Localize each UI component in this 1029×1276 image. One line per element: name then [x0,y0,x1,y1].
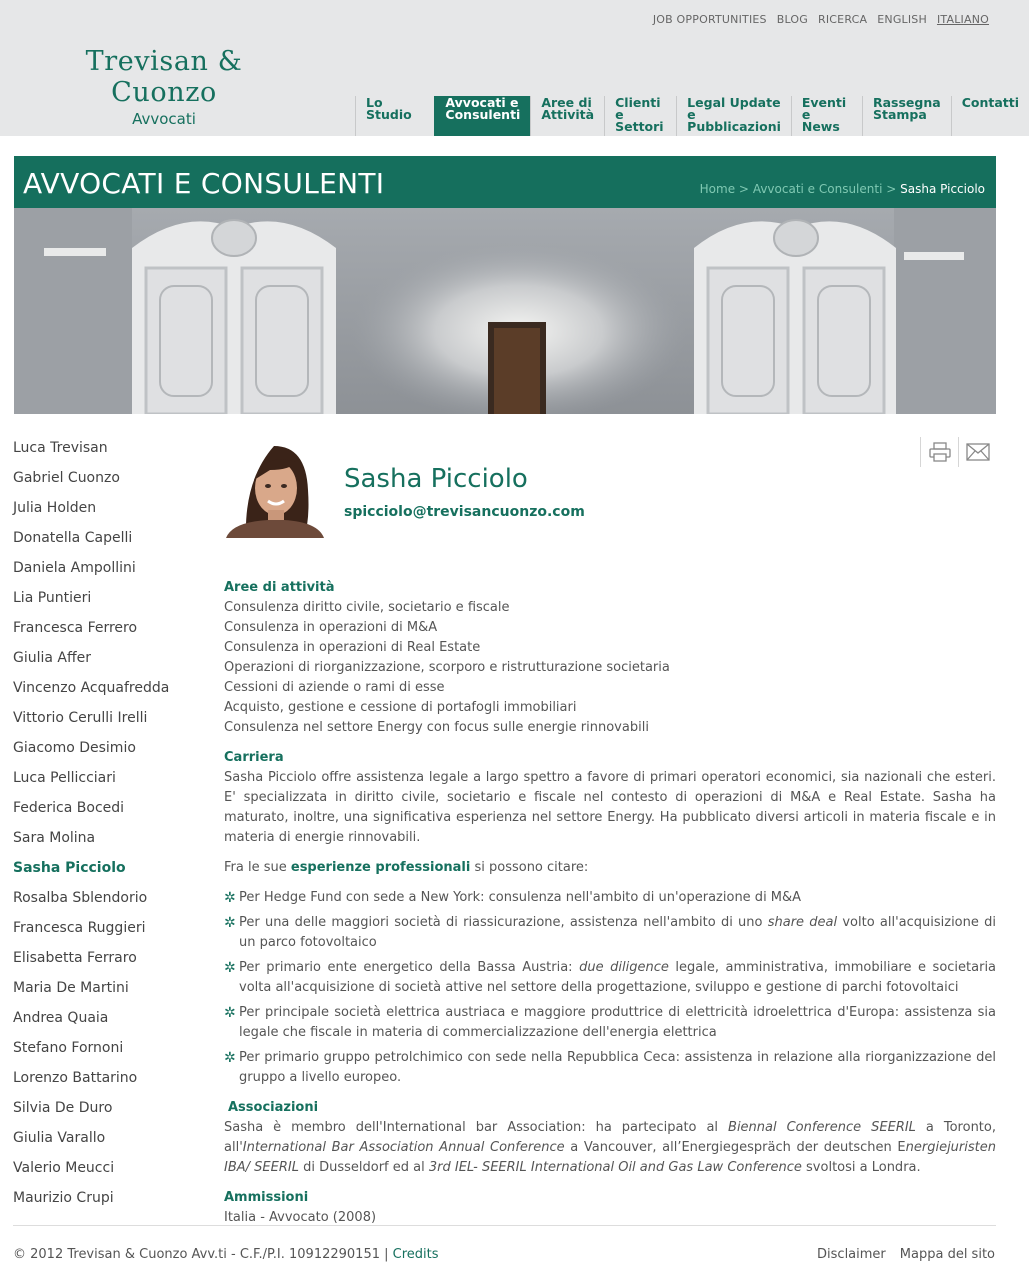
top-link-italiano[interactable]: ITALIANO [936,13,989,26]
esperienza-item [224,913,996,953]
sidebar-item[interactable]: Maria De Martini [13,980,129,996]
asterisk-bullet-icon: ✲ [224,1005,236,1021]
header-banner-image [14,208,996,414]
footer-copyright [13,1247,439,1262]
esperienza-italic: share deal [767,915,838,930]
esperienze-highlight: esperienze professionali [290,860,471,875]
section-title-ammissioni: Ammissioni [224,1190,309,1205]
logo-subtitle: Avvocati [132,110,196,128]
aree-item: Operazioni di riorganizzazione, scorporo e ristrutturazione societaria [224,660,670,675]
sidebar-item[interactable]: Francesca Ferrero [13,620,138,636]
footer-links [817,1247,995,1262]
asterisk-bullet-icon: ✲ [224,915,236,931]
email-button[interactable] [958,437,996,467]
esperienza-text: Per primario ente energetico della Bassa Austria: [239,960,573,975]
esperienze-intro [224,858,996,878]
print-icon [929,442,951,462]
top-link-english[interactable]: ENGLISH [877,13,927,26]
esperienza-text: Per Hedge Fund con sede a New York: consulenza nell'ambito di un'operazione di M&A [239,890,802,905]
sidebar-item[interactable]: Luca Pellicciari [13,770,116,786]
esperienza-italic: due diligence [579,960,669,975]
person-email-link[interactable]: spicciolo@trevisancuonzo.com [344,504,585,520]
nav-legal-update[interactable]: Legal Update e Pubblicazioni [676,96,791,136]
sidebar-item[interactable]: Maurizio Crupi [13,1190,114,1206]
sidebar-item[interactable]: Sara Molina [13,830,96,846]
aree-item: Acquisto, gestione e cessione di portafogli immobiliari [224,700,577,715]
section-title-aree: Aree di attività [224,580,335,595]
asterisk-bullet-icon: ✲ [224,960,236,976]
sidebar-item[interactable]: Giulia Affer [13,650,92,666]
aree-item: Consulenza diritto civile, societario e fiscale [224,600,510,615]
sidebar-item[interactable]: Francesca Ruggieri [13,920,146,936]
sidebar-item[interactable]: Elisabetta Ferraro [13,950,137,966]
aree-item: Cessioni di aziende o rami di esse [224,680,445,695]
top-link-ricerca[interactable]: RICERCA [818,13,868,26]
mail-icon [966,443,990,461]
sidebar-item[interactable]: Giulia Varallo [13,1130,106,1146]
nav-lo-studio[interactable]: Lo Studio [355,96,434,136]
esperienza-item [224,888,996,908]
asterisk-bullet-icon: ✲ [224,1050,236,1066]
sidebar-item[interactable]: Federica Bocedi [13,800,125,816]
profile-tools [920,437,996,467]
logo-title: Trevisan & Cuonzo [85,46,243,108]
person-name: Sasha Picciolo [344,464,528,494]
sidebar-item[interactable]: Andrea Quaia [13,1010,109,1026]
associazioni-part: a Toronto, all' [224,1120,996,1155]
disclaimer-link[interactable]: Disclaimer [817,1247,886,1262]
nav-eventi[interactable]: Eventi e News [791,96,862,136]
sidebar-item[interactable]: Lia Puntieri [13,590,92,606]
esperienza-text: Per primario gruppo petrolchimico con sede nella Repubblica Ceca: assistenza in relazione alla riorganizzazione del gruppo a livello europeo. [239,1050,996,1085]
associazioni-italic: Biennal Conference SEERIL [728,1120,916,1135]
associazioni-part: di Dusseldorf ed al [303,1160,425,1175]
sidebar-item[interactable]: Donatella Capelli [13,530,133,546]
sidebar-item[interactable]: Giacomo Desimio [13,740,136,756]
sidebar-item[interactable]: Valerio Meucci [13,1160,115,1176]
sidebar-item[interactable]: Daniela Ampollini [13,560,136,576]
associazioni-part: Sasha è membro dell'International bar Association: ha partecipato al [224,1120,719,1135]
sidebar-item[interactable]: Gabriel Cuonzo [13,470,120,486]
associazioni-text [224,1118,996,1178]
section-title-carriera: Carriera [224,750,284,765]
breadcrumb-home[interactable]: Home [699,182,736,196]
sidebar-item-current[interactable]: Sasha Picciolo [13,860,126,876]
esperienza-item [224,1003,996,1043]
associazioni-italic: International Bar Association Annual Conference [242,1140,565,1155]
sidebar-item[interactable]: Luca Trevisan [13,440,108,456]
main-nav [355,96,1029,136]
aree-item: Consulenza in operazioni di Real Estate [224,640,481,655]
esperienza-text: legale, amministrativa, immobiliare e societaria volta all'acquisizione di società attive nel settore della progettazione, sviluppo e gestione di parchi fotovoltaici [239,960,997,995]
esperienza-text: Per una delle maggiori società di riassicurazione, assistenza nell'ambito di uno [239,915,763,930]
page-title-bar [14,156,996,208]
top-links [653,13,989,26]
sidebar-item[interactable]: Rosalba Sblendorio [13,890,148,906]
nav-avvocati[interactable]: Avvocati e Consulenti [434,96,530,136]
copyright-text: © 2012 Trevisan & Cuonzo Avv.ti - C.F./P.I. 10912290151 | [13,1247,389,1262]
breadcrumb-separator: > [738,182,749,196]
nav-clienti[interactable]: Clienti e Settori [604,96,676,136]
profile-photo [224,440,325,538]
banner-illustration [14,208,996,414]
sidebar-item[interactable]: Julia Holden [13,500,97,516]
credits-link[interactable]: Credits [392,1247,439,1262]
esperienza-item [224,958,996,998]
lawyers-sidebar [13,438,203,1218]
footer-divider [13,1225,996,1226]
site-logo[interactable] [33,46,295,128]
esperienze-list [224,888,996,1088]
breadcrumb [700,182,985,196]
aree-item: Consulenza nel settore Energy con focus sulle energie rinnovabili [224,720,649,735]
associazioni-part: a Vancouver, all’Energiegespräch der deutschen E [570,1140,906,1155]
nav-contatti[interactable]: Contatti [951,96,1029,136]
top-link-blog[interactable]: BLOG [776,13,808,26]
sidebar-item[interactable]: Silvia De Duro [13,1100,113,1116]
sitemap-link[interactable]: Mappa del sito [899,1247,995,1262]
top-link-jobs[interactable]: JOB OPPORTUNITIES [652,13,767,26]
associazioni-italic: nergiejuristen IBA/ SEERIL [224,1140,996,1175]
sidebar-item[interactable]: Vincenzo Acquafredda [13,680,170,696]
nav-aree[interactable]: Aree di Attività [530,96,604,136]
aree-item: Consulenza in operazioni di M&A [224,620,438,635]
asterisk-bullet-icon: ✲ [224,890,236,906]
associazioni-part: svoltosi a Londra. [806,1160,921,1175]
section-title-associazioni: Associazioni [228,1100,319,1115]
breadcrumb-current: Sasha Picciolo [900,182,985,196]
esperienza-text: volto all'acquisizione di un parco fotovoltaico [239,915,996,950]
associazioni-italic: 3rd IEL- SEERIL International Oil and Gas Law Conference [428,1160,802,1175]
site-header [0,0,1029,136]
print-button[interactable] [920,437,958,467]
profile-body [224,578,996,1228]
page-title: AVVOCATI E CONSULENTI [23,167,385,200]
esperienza-text: Per principale società elettrica austriaca e maggiore produttrice di elettricità idroelettrica d'Europa: assistenza sia legale che fiscale in materia di commercializzazione dell'energia elettrica [239,1005,996,1040]
breadcrumb-separator: > [886,182,897,196]
ammissioni-text: Italia - Avvocato (2008) [224,1210,377,1225]
esperienze-intro-text: si possono citare: [474,860,589,875]
breadcrumb-section[interactable]: Avvocati e Consulenti [752,182,883,196]
sidebar-item[interactable]: Stefano Fornoni [13,1040,124,1056]
esperienze-intro-text: Fra le sue [224,860,287,875]
esperienza-item [224,1048,996,1088]
carriera-text: Sasha Picciolo offre assistenza legale a largo spettro a favore di primari operatori economici, sia nazionali che esteri. E' specializzata in diritto civile, societario e fiscale nel contesto di operazioni di M&A e Real Estate. Sasha ha maturato, inoltre, una significativa esperienza nel settore Energy. Ha pubblicato diversi articoli in materia fiscale e in materia di energie rinnovabili. [224,770,996,845]
nav-rassegna[interactable]: Rassegna Stampa [862,96,951,136]
sidebar-item[interactable]: Vittorio Cerulli Irelli [13,710,148,726]
sidebar-item[interactable]: Lorenzo Battarino [13,1070,138,1086]
